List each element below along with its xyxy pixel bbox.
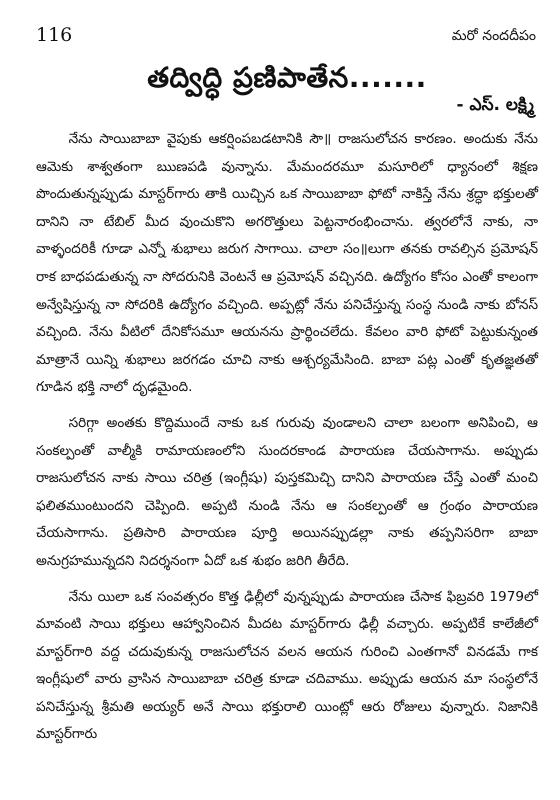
- running-title: మరో నందదీపం: [451, 28, 536, 44]
- paragraph-2: సరిగ్గా అంతకు కొద్దిముందే నాకు ఒక గురువు వుండాలని చాలా బలంగా అనిపించి, ఆ సంకల్పంతో వాల్మీకి రామాయణంలోని సుందరకాండ పారాయణ చేయసాగాను. అప్పుడు రాజసులోచన నాకు సాయి చరిత్ర (ఇంగ్లీషు) పుస్తకమిచ్చి దానిని పారాయణ చేస్తే ఎంతో మంచి ఫలితముంటుందని చెప్పింది. అప్పటి నుండి నేను ఆ సంకల్పంతో ఆ గ్రంథం పారాయణ చేయసాగాను. ప్రతిసారి పారాయణ పూర్తి అయినప్పుడల్లా నాకు తప్పనిసరిగా బాబా అనుగ్రహమున్నదని నిదర్శనంగా ఏదో ఒక శుభం జరిగి తీరేది.: [36, 414, 538, 569]
- page-number: 116: [36, 24, 73, 46]
- article-body: [36, 126, 538, 749]
- article-title: తద్విద్ధి ప్రణిపాతేన.......: [147, 61, 427, 94]
- paragraph-3: నేను యిలా ఒక సంవత్సరం కొత్త ఢిల్లీలో వున్నప్పుడు పారాయణ చేసాక ఫిబ్రవరి 1979లో మావంటి సాయి భక్తులు ఆహ్వానించిన మీదట మాస్టర్‌గారు ఢిల్లీ వచ్చారు. అప్పటికే కాలేజీలో మాస్టర్‌గారి వద్ద చదువుకున్న రాజసులోచన వలన ఆయన గురించి ఎంతగానో వినడమే గాక ఇంగ్లీషులో వారు వ్రాసిన సాయిబాబా చరిత్ర కూడా చదివాము. అప్పుడు ఆయన మా సంస్థలోనే పనిచేస్తున్న శ్రీమతి అయ్యర్ అనే సాయి భక్తురాలి యింట్లో ఆరు రోజులు వున్నారు. నిజానికి మాస్టర్‌గారు: [36, 588, 538, 743]
- article-author: - ఎస్. లక్ష్మి: [456, 95, 534, 115]
- paragraph-1: నేను సాయిబాబా వైపుకు ఆకర్షింపబడటానికి సౌ॥ రాజసులోచన కారణం. అందుకు నేను ఆమెకు శాశ్వతంగా ఋణపడి వున్నాను. మేమందరమూ మసూరిలో ధ్యానంలో శిక్షణ పొందుతున్నప్పుడు మాస్టర్‌గారు తాకి యిచ్చిన ఒక సాయిబాబా ఫోటో నాకిస్తే నేను శ్రద్ధా భక్తులతో దానిని నా టేబిల్ మీద వుంచుకొని అగరొత్తులు పెట్టనారంభించాను. త్వరలోనే నాకు, నా వాళ్ళందరికీ గూడా ఎన్నో శుభాలు జరుగ సాగాయి. చాలా సం॥లుగా తనకు రావల్సిన ప్రమోషన్ రాక బాధపడుతున్న నా సోదరునికి వెంటనే ఆ ప్రమోషన్ వచ్చినది. ఉద్యోగం కోసం ఎంతో కాలంగా అన్వేషిస్తున్న నా సోదరికి ఉద్యోగం వచ్చింది. అప్పట్లో నేను పనిచేస్తున్న సంస్థ నుండి నాకు బోనస్ వచ్చింది. నేను వీటిలో దేనికోసమూ ఆయనను ప్రార్థించలేదు. కేవలం వారి ఫోటో పెట్టుకున్నంత మాత్రానే యిన్ని శుభాలు జరగడం చూచి నాకు ఆశ్చర్యమేసింది. బాబా పట్ల ఎంతో కృతజ్ఞతతో గూడిన భక్తి నాలో దృఢమైంది.: [36, 131, 538, 396]
- page-header: [36, 18, 538, 50]
